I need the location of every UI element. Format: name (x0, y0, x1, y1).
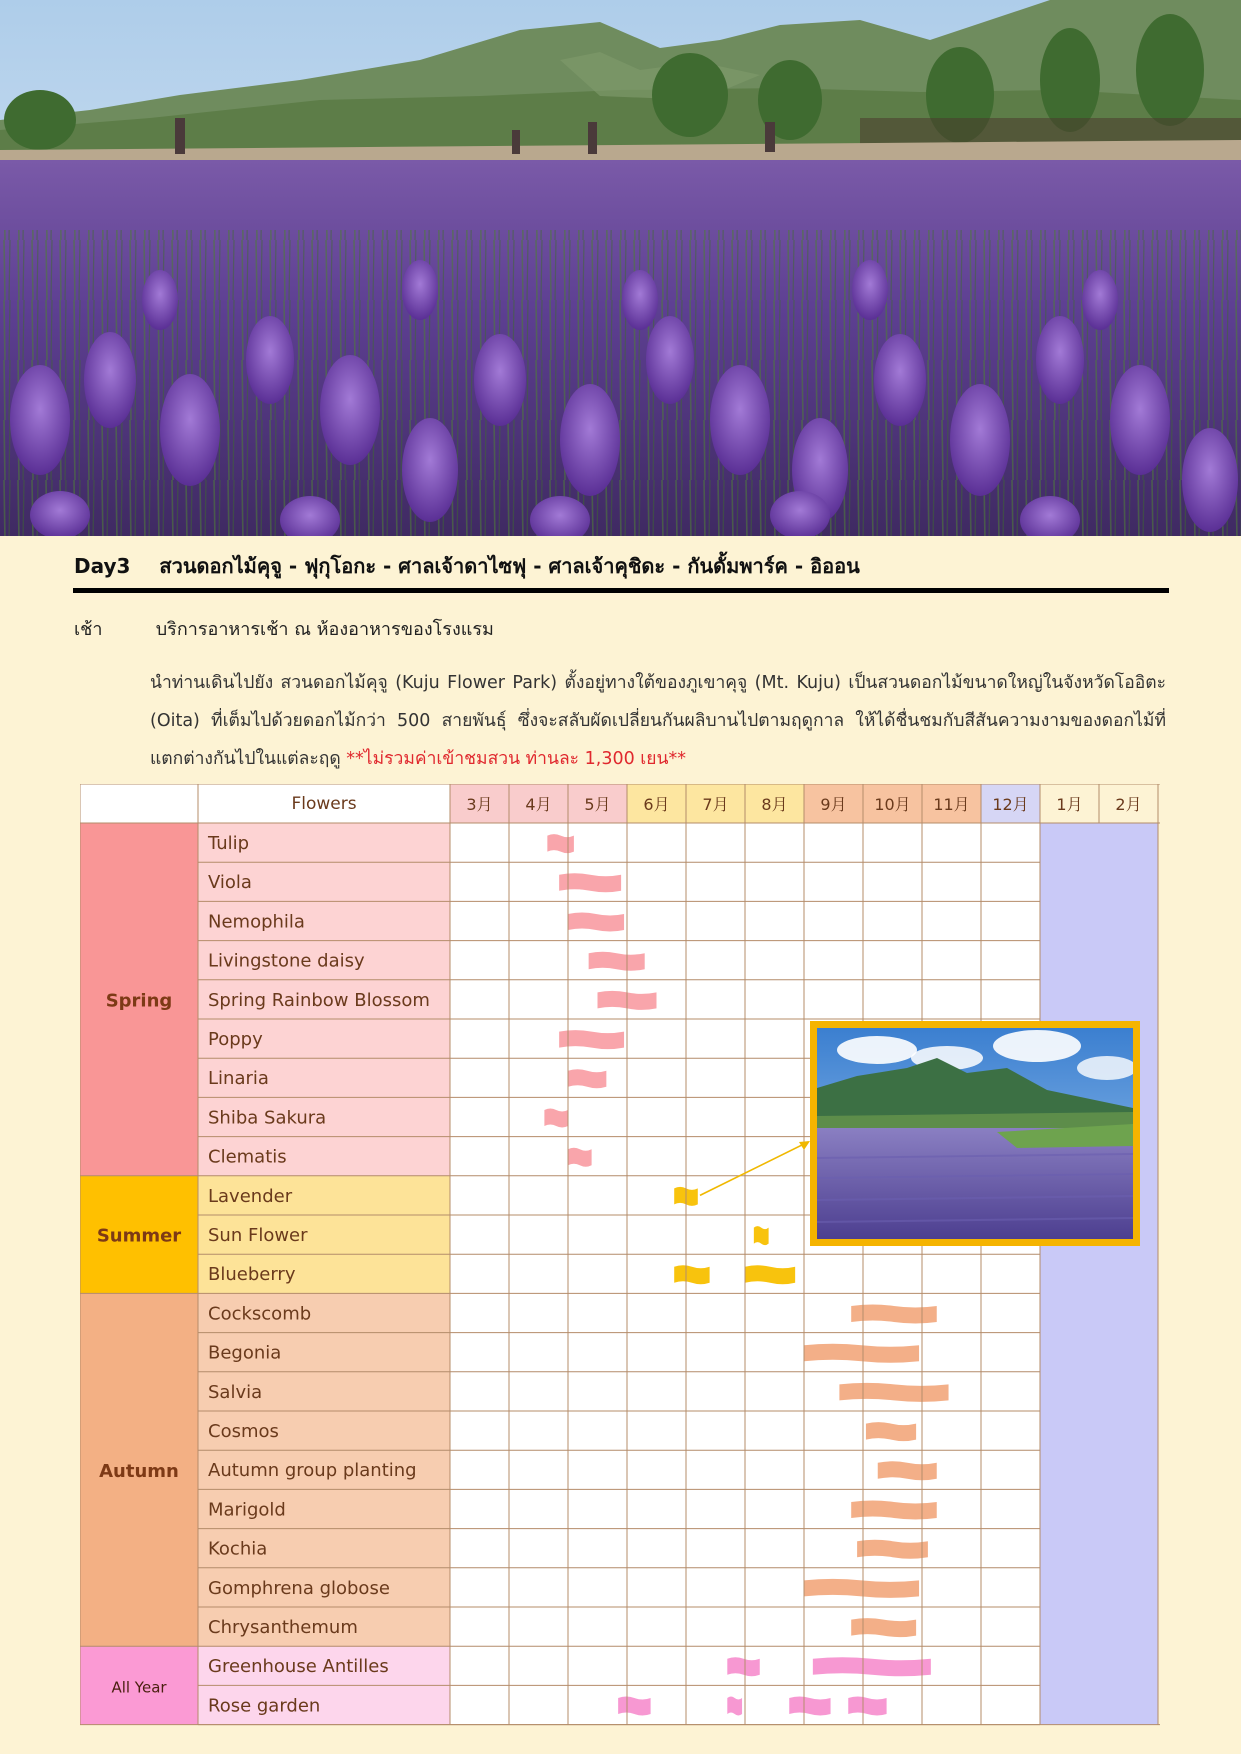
inset-photo-lavender (810, 1021, 1140, 1246)
bloom-bar (851, 1501, 937, 1520)
bloom-bar (878, 1461, 937, 1480)
flower-name: Gomphrena globose (208, 1577, 390, 1599)
winter-column (1040, 823, 1158, 1725)
bloom-bar (851, 1305, 937, 1324)
flower-name: Autumn group planting (208, 1460, 417, 1482)
header-month-label: 7月 (702, 795, 729, 814)
flower-name: Chrysanthemum (208, 1617, 358, 1638)
header-month-label: 12月 (992, 795, 1029, 814)
flower-name: Nemophila (208, 911, 305, 933)
meal-time: เช้า (74, 619, 103, 640)
header-blank-cell (80, 784, 198, 823)
header-month-label: 10月 (874, 795, 911, 814)
flower-name: Kochia (208, 1538, 268, 1560)
flower-name: Greenhouse Antilles (208, 1656, 389, 1678)
flower-name: Shiba Sakura (208, 1107, 327, 1129)
header-month-label: 9月 (820, 795, 847, 814)
bloom-bar (745, 1265, 795, 1284)
flower-name: Begonia (208, 1342, 282, 1364)
flower-name: Lavender (208, 1185, 293, 1207)
day-label: Day3 (74, 554, 131, 578)
day-title (74, 550, 860, 582)
bloom-bar (674, 1265, 709, 1284)
flower-name: Blueberry (208, 1264, 296, 1286)
flower-name: Salvia (208, 1381, 263, 1403)
bloom-bar (727, 1657, 759, 1676)
flower-name: Cockscomb (208, 1303, 312, 1325)
bloom-bar (727, 1697, 742, 1716)
bloom-bar (813, 1657, 931, 1676)
flower-name: Clematis (208, 1146, 287, 1168)
header-flowers-label: Flowers (291, 794, 357, 814)
bloom-bar (544, 1109, 568, 1128)
header-month-label: 11月 (933, 795, 970, 814)
header-month-label: 5月 (584, 795, 611, 814)
flower-calendar-table (80, 784, 1160, 1728)
bloom-bar (559, 1030, 624, 1049)
season-label: Autumn (99, 1460, 179, 1482)
header-month-label: 6月 (643, 795, 670, 814)
bloom-bar (866, 1422, 916, 1441)
bloom-bar (754, 1226, 769, 1245)
season-label: Spring (105, 990, 173, 1012)
flower-calendar-svg (80, 784, 1160, 1728)
header-month-label: 8月 (761, 795, 788, 814)
season-label: Summer (96, 1225, 182, 1247)
bloom-bar (804, 1579, 919, 1598)
flower-name: Tulip (208, 833, 250, 854)
bloom-bar (618, 1697, 650, 1716)
flower-name: Cosmos (208, 1421, 279, 1442)
season-label: All Year (111, 1678, 167, 1697)
meal-row (74, 614, 494, 643)
bloom-bar (848, 1697, 886, 1716)
description-text: นำท่านเดินไปยัง สวนดอกไม้คุจู (Kuju Flower Park) ตั้งอยู่ทางใต้ของภูเขาคุจู (Mt. Kuju) เป็นสวนดอกไม้ขนาดใหญ่ในจังหวัดโออิตะ (Oita) ที่เต็มไปด้วยดอกไม้กว่า 500 สายพันธุ์ ซึ่งจะสลับผัดเปลี่ยนกันผลิบานไปตามฤดูกาล ให้ได้ชื่นชมกับสีสันความงามของดอกไม้ที่แตกต่างกันไปในแต่ละฤดู (150, 673, 1166, 769)
header-month-label: 4月 (525, 795, 552, 814)
hero-photo-lavender-field (0, 0, 1241, 536)
bloom-bar (568, 913, 624, 932)
admission-note: **ไม่รวมค่าเข้าชมสวน ท่านละ 1,300 เยน** (346, 749, 686, 769)
flower-name: Linaria (208, 1068, 269, 1090)
flower-name: Rose garden (208, 1695, 321, 1717)
flower-name: Viola (208, 872, 252, 894)
header-month-label: 1月 (1056, 795, 1083, 814)
bloom-bar (851, 1618, 916, 1637)
bloom-bar (804, 1344, 919, 1363)
flower-name: Marigold (208, 1499, 286, 1521)
flower-name: Livingstone daisy (208, 950, 365, 972)
title-divider (73, 588, 1169, 593)
flower-name: Spring Rainbow Blossom (208, 989, 430, 1011)
bloom-bar (547, 834, 574, 853)
bloom-bar (568, 1069, 606, 1088)
bloom-bar (857, 1540, 928, 1559)
header-month-label: 2月 (1115, 795, 1142, 814)
header-month-label: 3月 (466, 795, 493, 814)
bloom-bar (589, 952, 645, 971)
bloom-bar (789, 1697, 830, 1716)
day-route: สวนดอกไม้คุจู - ฟุกุโอกะ - ศาลเจ้าดาไซฟุ - ศาลเจ้าคุชิดะ - กันดั้มพาร์ค - อิออน (159, 554, 860, 578)
flower-name: Poppy (208, 1029, 263, 1050)
meal-text: บริการอาหารเช้า ณ ห้องอาหารของโรงแรม (155, 619, 494, 640)
bloom-bar (568, 1148, 592, 1167)
description-paragraph (150, 664, 1166, 778)
bloom-bar (839, 1383, 948, 1402)
flower-name: Sun Flower (208, 1225, 308, 1246)
